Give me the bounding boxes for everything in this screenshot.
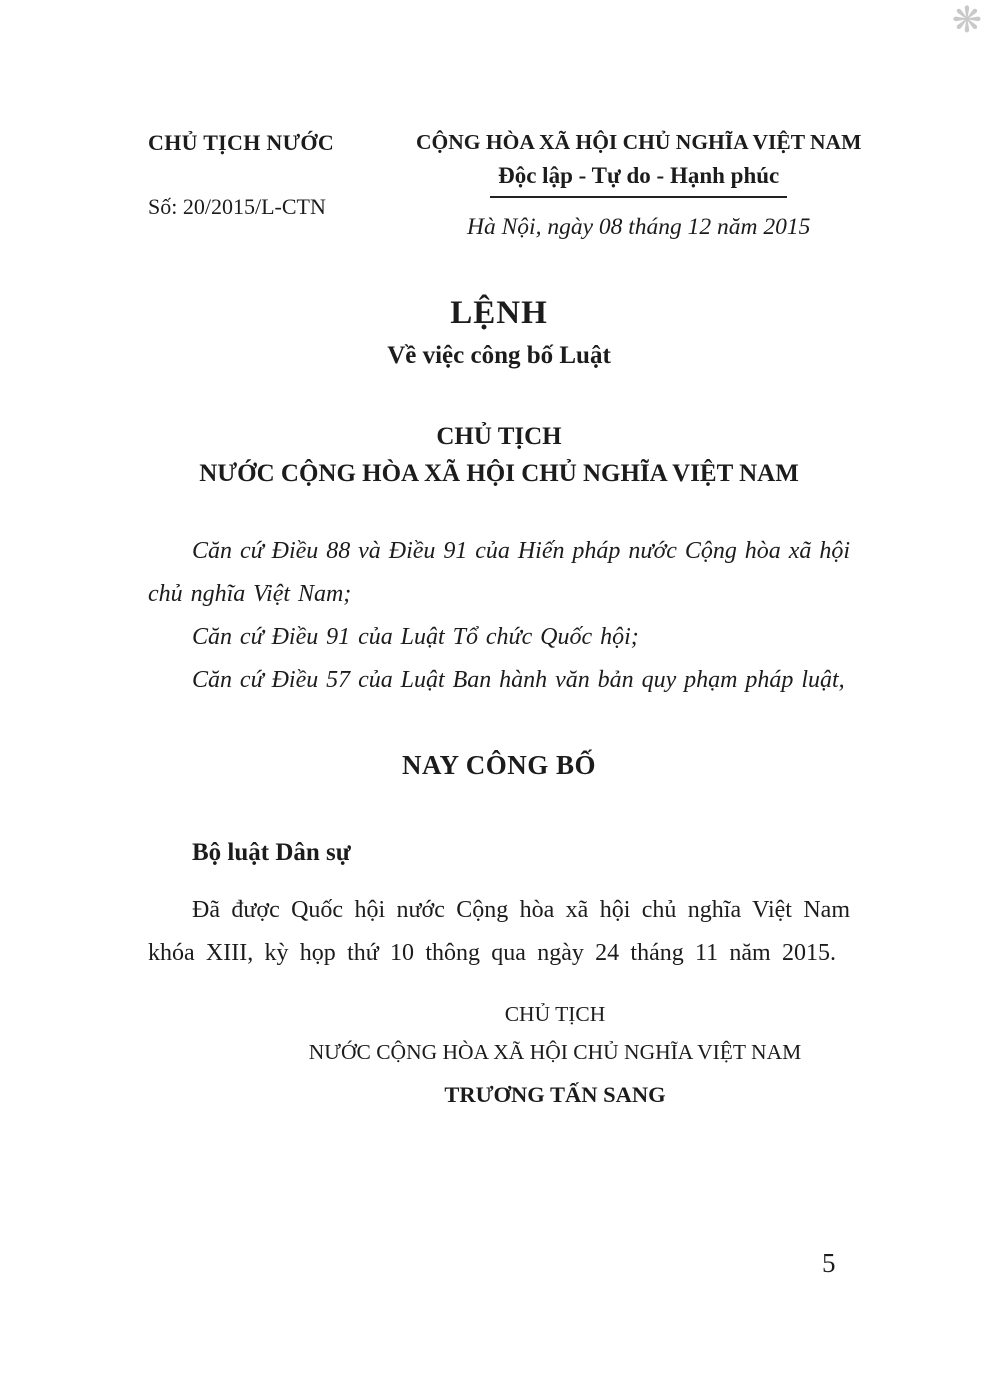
- authority-heading: [148, 418, 850, 492]
- issuer-title: CHỦ TỊCH NƯỚC: [148, 130, 335, 155]
- signature-title-line-1: CHỦ TỊCH: [504, 1002, 606, 1026]
- document-header: [148, 130, 862, 241]
- preamble-section: [148, 530, 850, 702]
- preamble-paragraph: Căn cứ Điều 91 của Luật Tổ chức Quốc hội;: [192, 624, 639, 650]
- law-name: Bộ luật Dân sự: [192, 839, 351, 866]
- page-number: 5: [822, 1248, 836, 1278]
- document-subtitle: Về việc công bố Luật: [387, 342, 611, 369]
- authority-line-2: NƯỚC CỘNG HÒA XÃ HỘI CHỦ NGHĨA VIỆT NAM: [199, 460, 799, 487]
- flower-asterisk-icon: ❋: [951, 0, 982, 40]
- national-title: CỘNG HÒA XÃ HỘI CHỦ NGHĨA VIỆT NAM: [416, 130, 862, 154]
- preamble-paragraph: Căn cứ Điều 88 và Điều 91 của Hiến pháp nước Cộng hòa xã hội chủ nghĩa Việt Nam;: [148, 538, 850, 607]
- preamble-paragraph: Căn cứ Điều 57 của Luật Ban hành văn bản quy phạm pháp luật,: [192, 667, 845, 693]
- signer-name: TRƯƠNG TẤN SANG: [444, 1082, 666, 1107]
- national-motto: Độc lập - Tự do - Hạnh phúc: [490, 163, 787, 198]
- proclamation-heading: NAY CÔNG BỐ: [401, 750, 597, 780]
- document-number: Số: 20/2015/L-CTN: [148, 194, 326, 219]
- signature-block: [260, 995, 850, 1114]
- proclamation-body: Đã được Quốc hội nước Cộng hòa xã hội chủ nghĩa Việt Nam khóa XIII, kỳ họp thứ 10 thông qua ngày 24 tháng 11 năm 2015.: [148, 897, 850, 966]
- document-content: [0, 130, 1000, 1114]
- place-date-line: Hà Nội, ngày 08 tháng 12 năm 2015: [467, 214, 811, 240]
- signature-title-line-2: NƯỚC CỘNG HÒA XÃ HỘI CHỦ NGHĨA VIỆT NAM: [308, 1040, 802, 1064]
- document-title: LỆNH: [450, 295, 548, 331]
- motto-wrap: [416, 163, 861, 198]
- header-right-column: [416, 130, 861, 241]
- authority-line-1: CHỦ TỊCH: [436, 423, 562, 450]
- header-left-column: [148, 130, 416, 241]
